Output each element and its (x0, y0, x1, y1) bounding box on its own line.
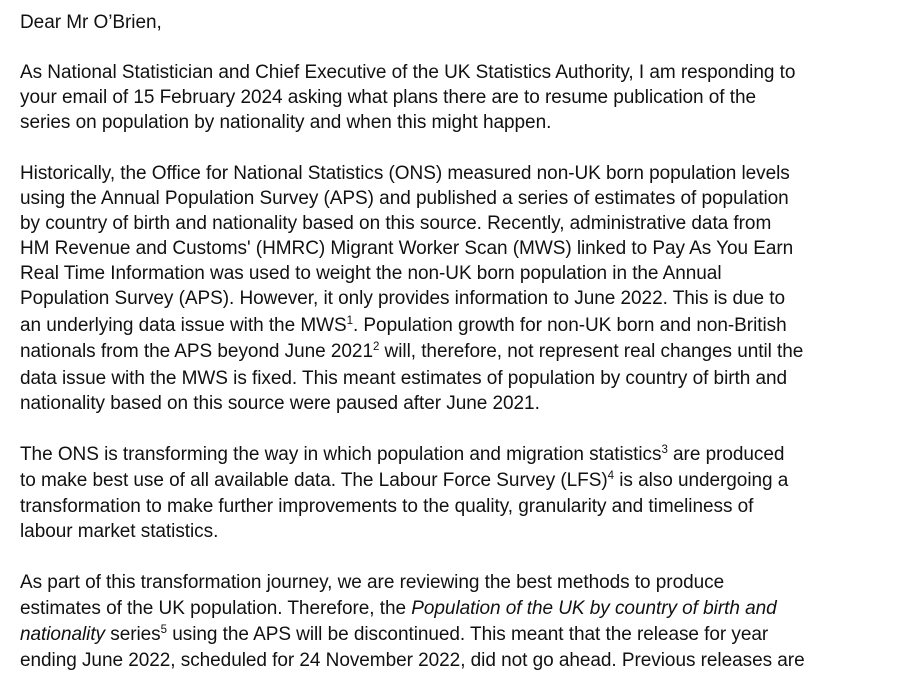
text-line: Population Survey (APS). However, it only provides information to June 2022. This is due to (20, 288, 786, 309)
text-line: HM Revenue and Customs' (HMRC) Migrant Worker Scan (MWS) linked to Pay As You Earn (20, 238, 794, 259)
text-line: series on population by nationality and when this might happen. (20, 112, 552, 133)
text-run: using the APS will be discontinued. This meant that the release for year (167, 624, 769, 645)
text-line: Real Time Information was used to weight the non-UK born population in the Annual (20, 263, 722, 284)
text-run: are produced (667, 444, 785, 465)
text-run: to make best use of all available data. The Labour Force Survey (LFS) (20, 470, 608, 491)
salutation: Dear Mr O’Brien, (20, 12, 162, 33)
series-title: nationality (20, 624, 106, 645)
text-line: using the Annual Population Survey (APS) and published a series of estimates of population (20, 188, 789, 209)
text-line: data issue with the MWS is fixed. This meant estimates of population by country of birth and (20, 368, 788, 389)
text-line (20, 313, 787, 338)
text-line: As part of this transformation journey, we are reviewing the best methods to produce (20, 572, 725, 593)
text-line: by country of birth and nationality based on this source. Recently, administrative data from (20, 213, 772, 234)
text-line: ending June 2022, scheduled for 24 November 2022, did not go ahead. Previous releases are (20, 650, 805, 671)
text-run: . Population growth for non-UK born and non-British (352, 315, 787, 336)
text-line (20, 442, 784, 467)
text-line (20, 468, 788, 493)
text-line: nationality based on this source were paused after June 2021. (20, 393, 540, 414)
text-line: As National Statistician and Chief Executive of the UK Statistics Authority, I am responding to (20, 62, 796, 83)
text-run: series (105, 624, 161, 645)
series-title: Population of the UK by country of birth and (411, 598, 777, 619)
text-line: labour market statistics. (20, 521, 219, 542)
text-line (20, 596, 777, 621)
text-run: The ONS is transforming the way in which population and migration statistics (20, 444, 662, 465)
text-line (20, 339, 803, 364)
footnote-marker-5: 5 (160, 624, 167, 636)
text-run: nationals from the APS beyond June 2021 (20, 341, 373, 362)
text-line: transformation to make further improvements to the quality, granularity and timeliness of (20, 496, 754, 517)
text-line (20, 622, 768, 647)
text-line: your email of 15 February 2024 asking what plans there are to resume publication of the (20, 87, 757, 108)
text-line: Historically, the Office for National Statistics (ONS) measured non-UK born population levels (20, 163, 790, 184)
footnote-marker-2: 2 (372, 341, 380, 353)
footnote-marker-1: 1 (346, 315, 353, 327)
text-run: an underlying data issue with the MWS (20, 315, 347, 336)
text-run: estimates of the UK population. Therefore, the (20, 598, 412, 619)
footnote-marker-3: 3 (661, 444, 668, 456)
text-run: will, therefore, not represent real changes until the (379, 341, 804, 362)
text-run: is also undergoing a (613, 470, 789, 491)
footnote-marker-4: 4 (607, 470, 614, 482)
